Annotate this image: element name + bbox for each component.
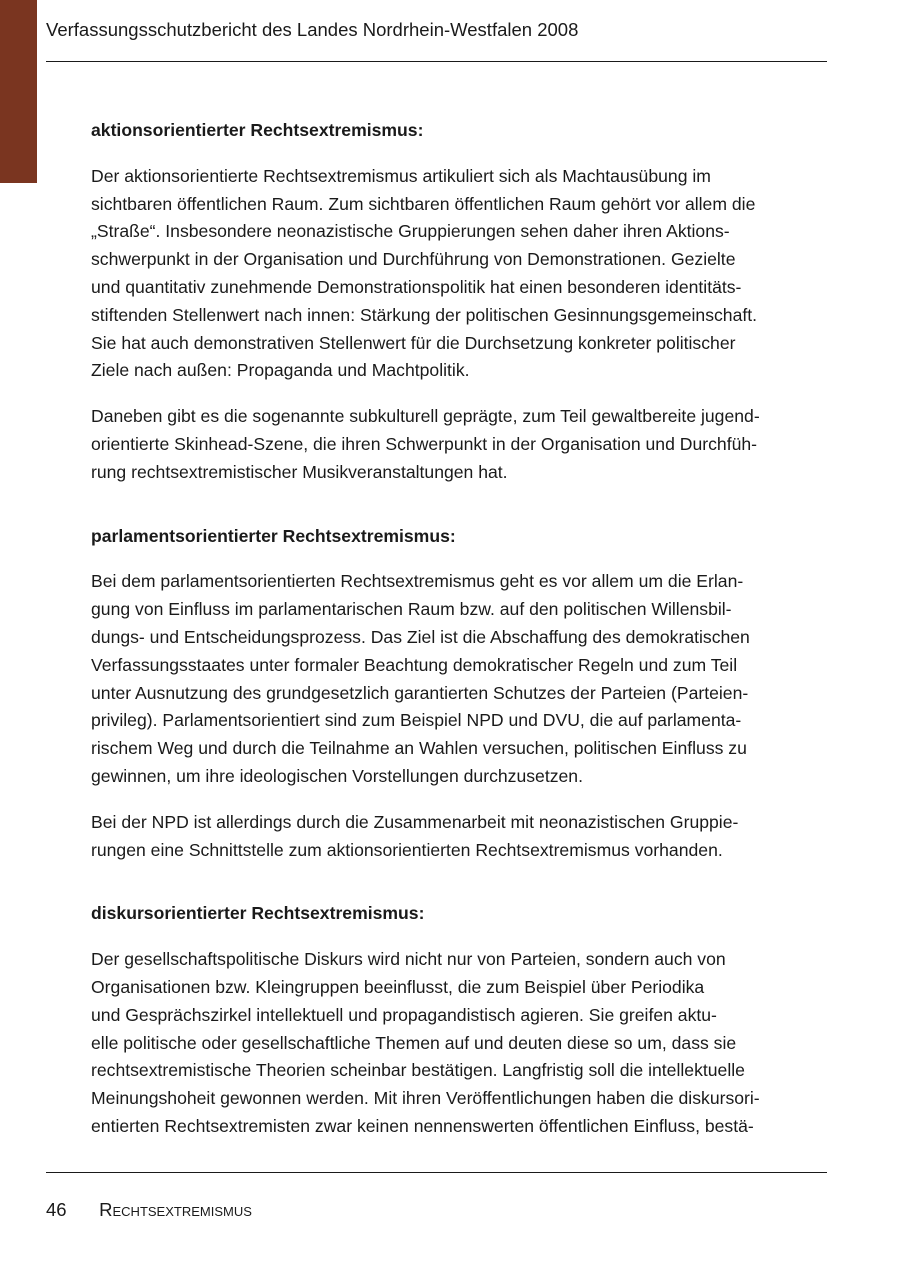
text-line: privileg). Parlamentsorientiert sind zum Beispiel NPD und DVU, die auf parlamenta- xyxy=(91,710,742,731)
text-line: rischem Weg und durch die Teilnahme an Wahlen versuchen, politischen Einfluss zu xyxy=(91,738,747,759)
text-line: Meinungshoheit gewonnen werden. Mit ihren Veröffentlichungen haben die diskursori- xyxy=(91,1088,760,1109)
chapter-tab-marker xyxy=(0,0,37,183)
page-footer xyxy=(46,1198,252,1222)
section-heading-parlamentsorientiert: parlamentsorientierter Rechtsextremismus: xyxy=(91,525,456,546)
text-line: Bei dem parlamentsorientierten Rechtsextremismus geht es vor allem um die Erlan- xyxy=(91,571,744,592)
text-line: schwerpunkt in der Organisation und Durchführung von Demonstrationen. Gezielte xyxy=(91,249,736,270)
header-rule xyxy=(46,61,827,62)
text-line: entierten Rechtsextremisten zwar keinen nennenswerten öffentlichen Einfluss, bestä- xyxy=(91,1115,754,1136)
text-line: und Gesprächszirkel intellektuell und propagandistisch agieren. Sie greifen aktu- xyxy=(91,1004,717,1025)
text-line: Sie hat auch demonstrativen Stellenwert für die Durchsetzung konkreter politischer xyxy=(91,332,736,353)
page-body xyxy=(91,117,831,1141)
text-line: rung rechtsextremistischer Musikveranstaltungen hat. xyxy=(91,461,508,482)
text-line: Bei der NPD ist allerdings durch die Zusammenarbeit mit neonazistischen Gruppie- xyxy=(91,811,739,832)
text-line: gung von Einfluss im parlamentarischen Raum bzw. auf den politischen Willensbil- xyxy=(91,599,732,620)
text-line: und quantitativ zunehmende Demonstrationspolitik hat einen besonderen identitäts- xyxy=(91,276,742,297)
paragraph xyxy=(91,403,831,486)
page-number: 46 xyxy=(46,1199,67,1220)
paragraph xyxy=(91,568,831,790)
text-line: stiftenden Stellenwert nach innen: Stärkung der politischen Gesinnungsgemeinschaft. xyxy=(91,304,758,325)
text-line: Daneben gibt es die sogenannte subkulturell geprägte, zum Teil gewaltbereite jugend- xyxy=(91,406,760,427)
section-heading-aktionsorientiert: aktionsorientierter Rechtsextremismus: xyxy=(91,120,424,140)
paragraph xyxy=(91,163,831,385)
text-line: Der gesellschaftspolitische Diskurs wird nicht nur von Parteien, sondern auch von xyxy=(91,949,726,970)
text-line: gewinnen, um ihre ideologischen Vorstellungen durchzusetzen. xyxy=(91,765,583,786)
text-line: unter Ausnutzung des grundgesetzlich garantierten Schutzes der Parteien (Parteien- xyxy=(91,682,749,703)
footer-rule xyxy=(46,1172,827,1173)
text-line: Organisationen bzw. Kleingruppen beeinflusst, die zum Beispiel über Periodika xyxy=(91,976,705,997)
footer-section-name: Rechtsextremismus xyxy=(99,1199,252,1220)
text-line: rungen eine Schnittstelle zum aktionsorientierten Rechtsextremismus vorhanden. xyxy=(91,839,723,860)
paragraph xyxy=(91,809,831,865)
text-line: sichtbaren öffentlichen Raum. Zum sichtbaren öffentlichen Raum gehört vor allem die xyxy=(91,193,756,214)
text-line: elle politische oder gesellschaftliche Themen auf und deuten diese so um, dass sie xyxy=(91,1032,737,1053)
section-heading-diskursorientiert: diskursorientierter Rechtsextremismus: xyxy=(91,903,425,924)
text-line: Der aktionsorientierte Rechtsextremismus artikuliert sich als Machtausübung im xyxy=(91,165,711,186)
text-line: dungs- und Entscheidungsprozess. Das Ziel ist die Abschaffung des demokratischen xyxy=(91,626,750,647)
text-line: Ziele nach außen: Propaganda und Machtpolitik. xyxy=(91,360,470,381)
text-line: „Straße“. Insbesondere neonazistische Gruppierungen sehen daher ihren Aktions- xyxy=(91,221,730,242)
running-header: Verfassungsschutzbericht des Landes Nordrhein-Westfalen 2008 xyxy=(46,19,579,40)
text-line: rechtsextremistische Theorien scheinbar bestätigen. Langfristig soll die intellektuelle xyxy=(91,1060,745,1081)
text-line: Verfassungsstaates unter formaler Beachtung demokratischer Regeln und zum Teil xyxy=(91,654,738,675)
text-line: orientierte Skinhead-Szene, die ihren Schwerpunkt in der Organisation und Durchfüh- xyxy=(91,433,758,454)
paragraph xyxy=(91,946,831,1141)
